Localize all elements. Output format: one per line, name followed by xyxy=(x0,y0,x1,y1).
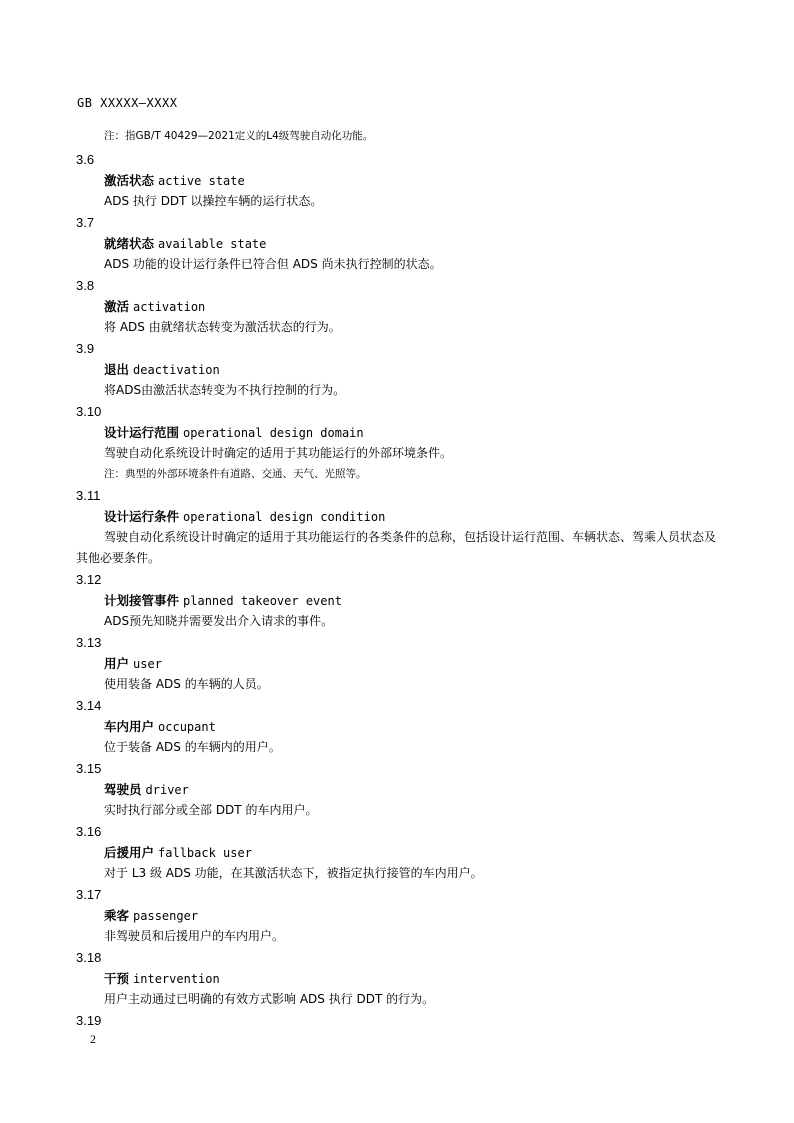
terms-section xyxy=(0,129,794,1031)
term-english: operational design condition xyxy=(183,510,386,524)
term-title xyxy=(104,716,794,737)
term-title xyxy=(104,905,794,926)
term-definition: 将ADS由激活状态转变为不执行控制的行为。 xyxy=(104,383,346,397)
term-english: operational design domain xyxy=(183,426,364,440)
term-number: 3.19 xyxy=(76,1013,102,1028)
term-title xyxy=(104,170,794,191)
term-chinese: 设计运行条件 xyxy=(104,509,180,524)
term-entries xyxy=(0,149,794,1031)
term-entry xyxy=(0,1010,794,1031)
term-english: user xyxy=(133,657,162,671)
term-number: 3.15 xyxy=(76,761,102,776)
term-title xyxy=(104,653,794,674)
term-entry xyxy=(0,758,794,821)
term-english: passenger xyxy=(133,909,199,923)
term-definition: 对于 L3 级 ADS 功能，在其激活状态下，被指定执行接管的车内用户。 xyxy=(104,866,483,880)
term-title xyxy=(104,296,794,317)
term-entry xyxy=(0,821,794,884)
term-entry xyxy=(0,485,794,569)
term-number: 3.6 xyxy=(76,152,95,167)
term-english: active state xyxy=(158,174,245,188)
term-definition: ADS预先知晓并需要发出介入请求的事件。 xyxy=(104,614,334,628)
term-number: 3.7 xyxy=(76,215,95,230)
term-title xyxy=(104,506,794,527)
term-definition: ADS 功能的设计运行条件已符合但 ADS 尚未执行控制的状态。 xyxy=(104,257,442,271)
term-english: activation xyxy=(133,300,206,314)
term-chinese: 激活状态 xyxy=(104,173,155,188)
term-definition: 位于装备 ADS 的车辆内的用户。 xyxy=(104,740,281,754)
term-number: 3.12 xyxy=(76,572,102,587)
term-definition: 驾驶自动化系统设计时确定的适用于其功能运行的外部环境条件。 xyxy=(104,446,453,460)
term-number: 3.14 xyxy=(76,698,102,713)
term-number: 3.17 xyxy=(76,887,102,902)
term-number: 3.8 xyxy=(76,278,95,293)
term-chinese: 设计运行范围 xyxy=(104,425,180,440)
page-number: 2 xyxy=(90,1032,96,1046)
term-definition: 用户主动通过已明确的有效方式影响 ADS 执行 DDT 的行为。 xyxy=(104,992,435,1006)
term-chinese: 后援用户 xyxy=(104,845,155,860)
term-entry xyxy=(0,695,794,758)
term-title xyxy=(104,422,794,443)
term-definition: 驾驶自动化系统设计时确定的适用于其功能运行的各类条件的总称，包括设计运行范围、车辆状态、驾乘人员状态及其他必要条件。 xyxy=(76,530,717,565)
term-english: deactivation xyxy=(133,363,220,377)
standard-code-header: GB XXXXX—XXXX xyxy=(77,96,178,110)
term-title xyxy=(104,968,794,989)
term-entry xyxy=(0,275,794,338)
term-entry xyxy=(0,947,794,1010)
term-definition: 使用装备 ADS 的车辆的人员。 xyxy=(104,677,269,691)
term-definition: 非驾驶员和后援用户的车内用户。 xyxy=(104,929,285,943)
term-english: available state xyxy=(158,237,267,251)
term-definition: ADS 执行 DDT 以操控车辆的运行状态。 xyxy=(104,194,323,208)
term-number: 3.11 xyxy=(76,488,101,503)
term-chinese: 计划接管事件 xyxy=(104,593,180,608)
term-number: 3.16 xyxy=(76,824,102,839)
term-title xyxy=(104,779,794,800)
term-entry xyxy=(0,338,794,401)
term-english: driver xyxy=(145,783,189,797)
term-chinese: 乘客 xyxy=(104,908,130,923)
term-entry xyxy=(0,632,794,695)
term-number: 3.9 xyxy=(76,341,95,356)
term-number: 3.10 xyxy=(76,404,102,419)
term-definition: 实时执行部分或全部 DDT 的车内用户。 xyxy=(104,803,318,817)
term-entry xyxy=(0,401,794,485)
term-english: occupant xyxy=(158,720,216,734)
term-title xyxy=(104,842,794,863)
term-entry xyxy=(0,212,794,275)
term-title xyxy=(104,233,794,254)
term-number: 3.18 xyxy=(76,950,102,965)
term-chinese: 车内用户 xyxy=(104,719,155,734)
term-english: planned takeover event xyxy=(183,594,342,608)
term-entry xyxy=(0,149,794,212)
term-chinese: 驾驶员 xyxy=(104,782,142,797)
top-note: 注：指GB/T 40429—2021定义的L4级驾驶自动化功能。 xyxy=(104,130,374,142)
term-chinese: 干预 xyxy=(104,971,130,986)
term-number: 3.13 xyxy=(76,635,102,650)
term-note: 注：典型的外部环境条件有道路、交通、天气、光照等。 xyxy=(104,468,367,480)
term-chinese: 激活 xyxy=(104,299,130,314)
term-english: intervention xyxy=(133,972,220,986)
term-english: fallback user xyxy=(158,846,252,860)
term-title xyxy=(104,359,794,380)
term-chinese: 退出 xyxy=(104,362,130,377)
term-chinese: 用户 xyxy=(104,656,130,671)
term-title xyxy=(104,590,794,611)
term-entry xyxy=(0,884,794,947)
term-chinese: 就绪状态 xyxy=(104,236,155,251)
term-definition: 将 ADS 由就绪状态转变为激活状态的行为。 xyxy=(104,320,341,334)
term-entry xyxy=(0,569,794,632)
